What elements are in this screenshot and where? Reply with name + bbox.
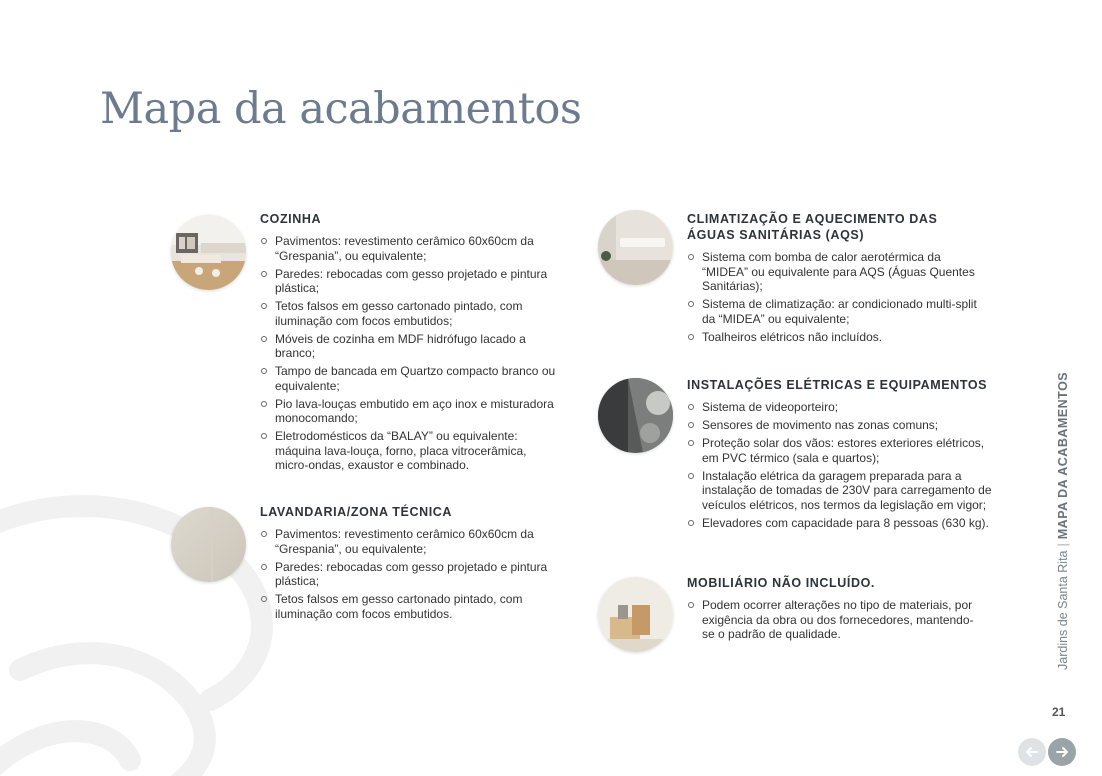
list-item: Paredes: rebocadas com gesso projetado e pintura plástica; xyxy=(260,267,560,296)
side-label-separator: | xyxy=(1056,543,1070,547)
laundry-photo xyxy=(171,507,246,582)
list-climatizacao xyxy=(687,250,987,348)
list-item: Toalheiros elétricos não incluídos. xyxy=(687,330,987,345)
kitchen-photo xyxy=(171,215,246,290)
side-label-project: Jardins de Santa Rita xyxy=(1056,550,1070,670)
list-item: Sensores de movimento nas zonas comuns; xyxy=(687,418,992,433)
list-item: Paredes: rebocadas com gesso projetado e pintura plástica; xyxy=(260,560,560,589)
list-item: Sistema de climatização: ar condicionado multi-split da “MIDEA” ou equivalente; xyxy=(687,297,987,326)
list-item: Proteção solar dos vãos: estores exteriores elétricos, em PVC térmico (sala e quartos); xyxy=(687,436,992,465)
next-page-button[interactable] xyxy=(1048,738,1076,766)
side-label-section: MAPA DA ACABAMENTOS xyxy=(1056,371,1070,540)
list-item: Instalação elétrica da garagem preparada para a instalação de tomadas de 230V para carregamento de veículos elétricos, nos termos da legislação em vigor; xyxy=(687,469,992,513)
list-item: Pio lava-louças embutido em aço inox e misturadora monocomando; xyxy=(260,397,560,426)
list-item: Elevadores com capacidade para 8 pessoas (630 kg). xyxy=(687,516,992,531)
list-item: Pavimentos: revestimento cerâmico 60x60cm da “Grespania”, ou equivalente; xyxy=(260,234,560,263)
list-item: Tampo de bancada em Quartzo compacto branco ou equivalente; xyxy=(260,364,560,393)
page-number: 21 xyxy=(1052,705,1066,719)
list-item: Tetos falsos em gesso cartonado pintado, com iluminação com focos embutidos. xyxy=(260,592,560,621)
list-item: Eletrodomésticos da “BALAY” ou equivalente: máquina lava-louça, forno, placa vitrocerâmica, micro-ondas, exaustor e combinado. xyxy=(260,429,560,473)
list-item: Móveis de cozinha em MDF hidrófugo lacado a branco; xyxy=(260,332,560,361)
list-mobiliario xyxy=(687,598,982,645)
electrical-photo xyxy=(598,378,673,453)
side-label xyxy=(1048,371,1102,670)
list-item: Podem ocorrer alterações no tipo de materiais, por exigência da obra ou dos fornecedores, mantendo-se o padrão de qualidade. xyxy=(687,598,982,642)
list-instalacoes xyxy=(687,400,992,534)
section-heading-cozinha: COZINHA xyxy=(260,212,322,226)
list-item: Pavimentos: revestimento cerâmico 60x60cm da “Grespania”, ou equivalente; xyxy=(260,527,560,556)
previous-page-button[interactable] xyxy=(1018,738,1046,766)
section-heading-lavandaria: LAVANDARIA/ZONA TÉCNICA xyxy=(260,505,453,519)
section-heading-instalacoes: INSTALAÇÕES ELÉTRICAS E EQUIPAMENTOS xyxy=(687,378,988,392)
section-heading-mobiliario: MOBILIÁRIO NÃO INCLUÍDO. xyxy=(687,576,876,590)
list-lavandaria xyxy=(260,527,560,625)
list-item: Tetos falsos em gesso cartonado pintado, com iluminação com focos embutidos; xyxy=(260,299,560,328)
list-item: Sistema de videoporteiro; xyxy=(687,400,992,415)
page-title: Mapa da acabamentos xyxy=(100,84,582,134)
climate-photo xyxy=(598,210,673,285)
section-heading-climatizacao: CLIMATIZAÇÃO E AQUECIMENTO DAS ÁGUAS SANITÁRIAS (AQS) xyxy=(687,212,938,242)
list-cozinha xyxy=(260,234,560,476)
furniture-photo xyxy=(598,577,673,652)
arrow-left-icon xyxy=(1024,744,1040,760)
arrow-right-icon xyxy=(1054,744,1070,760)
list-item: Sistema com bomba de calor aerotérmica da “MIDEA” ou equivalente para AQS (Águas Quentes Sanitárias); xyxy=(687,250,987,294)
